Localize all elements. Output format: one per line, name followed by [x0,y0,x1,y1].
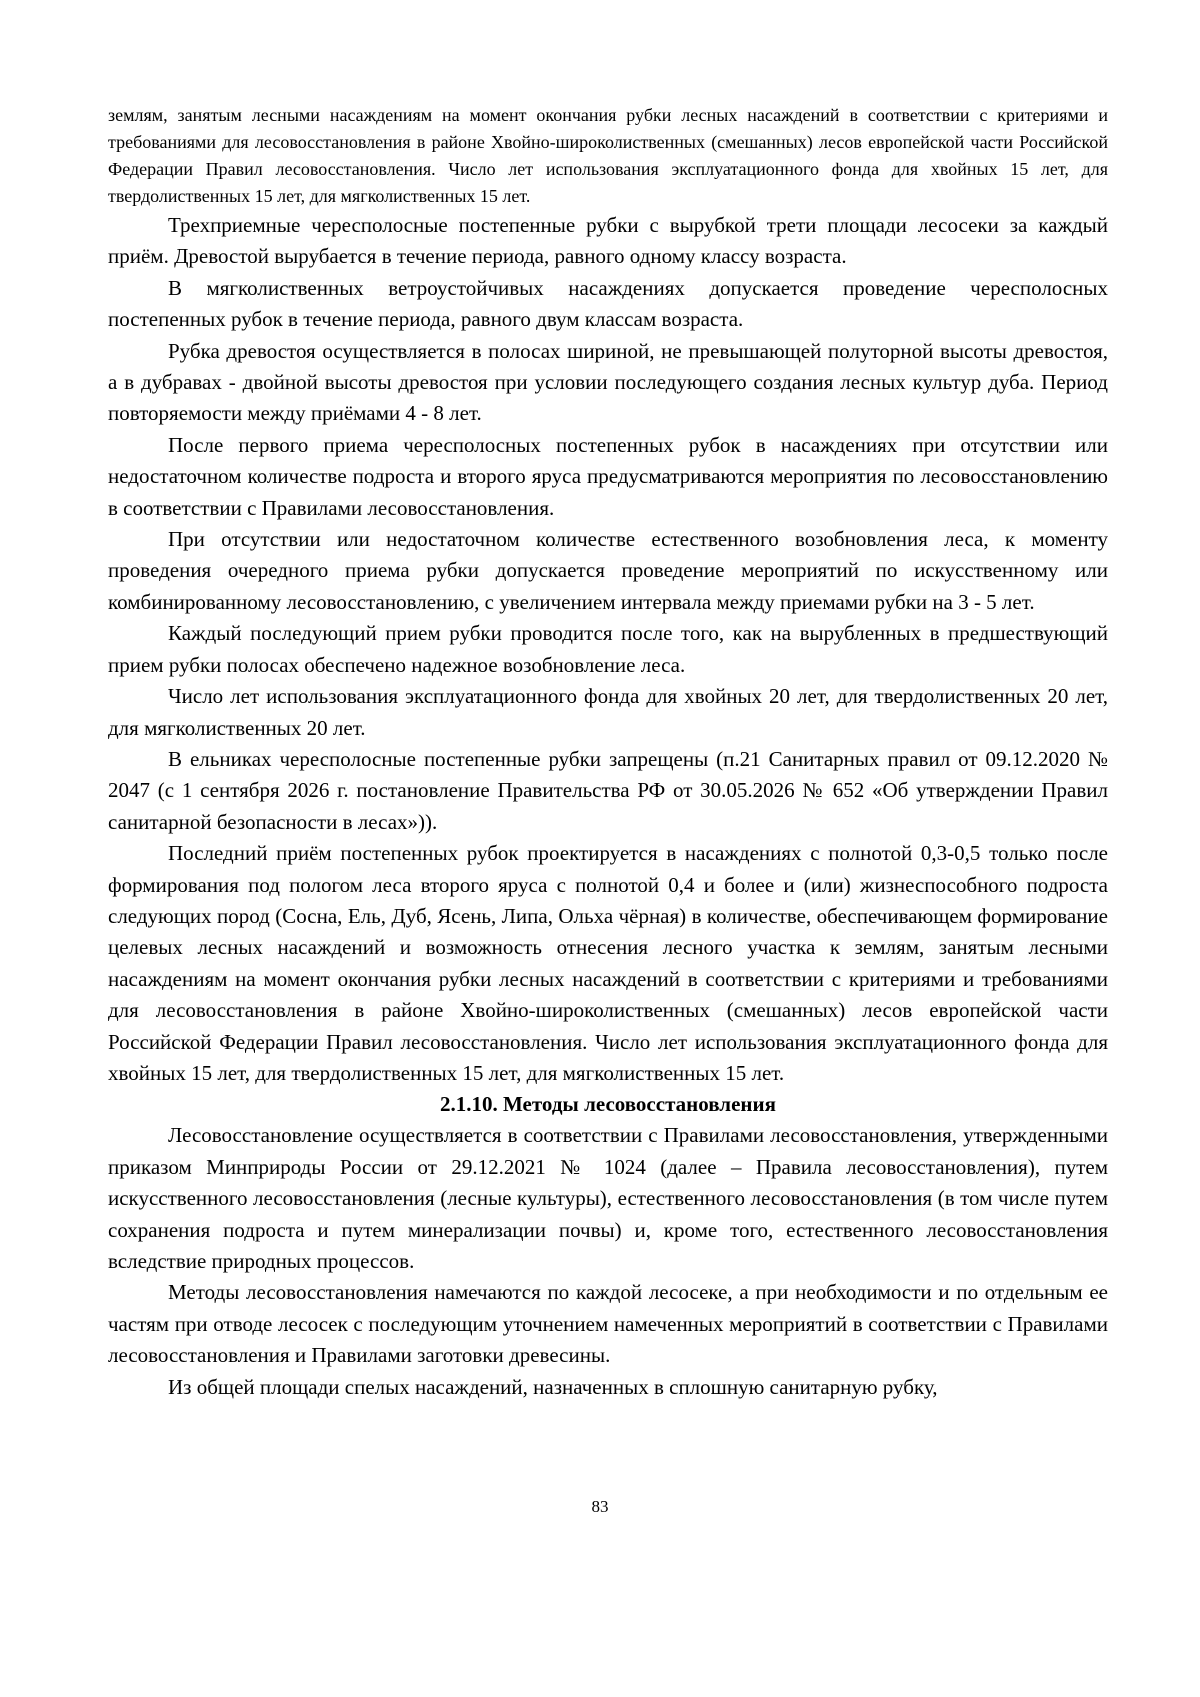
paragraph: Каждый последующий прием рубки проводится после того, как на вырубленных в предшествующий прием рубки полосах обеспечено надежное возобновление леса. [108,621,1108,677]
paragraph: Из общей площади спелых насаждений, назначенных в сплошную санитарную рубку, [168,1374,938,1399]
paragraph-continuation: землям, занятым лесными насаждениям на момент окончания рубки лесных насаждений в соответствии с критериями и требованиями для лесовосстановления в районе Хвойно-широколиственных (смешанных) лесов европейской части Российской Федерации Правил лесовосстановления. Число лет использования эксплуатационного фонда для хвойных 15 лет, для твердолиственных 15 лет, для мягколиственных 15 лет. [108,105,1108,206]
section-heading: 2.1.10. Методы лесовосстановления [440,1092,776,1117]
paragraph: При отсутствии или недостаточном количестве естественного возобновления леса, к моменту проведения очередного приема рубки допускается проведение мероприятий по искусственному или комбинированному лесовосстановлению, с увеличением интервала между приемами рубки на 3 - 5 лет. [108,527,1108,614]
paragraph: Число лет использования эксплуатационного фонда для хвойных 20 лет, для твердолиственных 20 лет, для мягколиственных 20 лет. [108,684,1108,740]
paragraph: В мягколиственных ветроустойчивых насаждениях допускается проведение чересполосных постепенных рубок в течение периода, равного двум классам возраста. [108,275,1108,332]
paragraph: Методы лесовосстановления намечаются по каждой лесосеке, а при необходимости и по отдельным ее частям при отводе лесосек с последующим уточнением намеченных мероприятий в соответствии с Правилами лесовосстановления и Правилами заготовки древесины. [108,1280,1108,1368]
paragraph: Рубка древостоя осуществляется в полосах шириной, не превышающей полуторной высоты древостоя, а в дубравах - двойной высоты древостоя при условии последующего создания лесных культур дуба. Период повторяемости между приёмами 4 - 8 лет. [108,338,1108,426]
document-page [108,102,1108,1403]
paragraph: Трехприемные чересполосные постепенные рубки с вырубкой трети площади лесосеки за каждый приём. Древостой вырубается в течение периода, равного одному классу возраста. [108,213,1108,269]
paragraph: Последний приём постепенных рубок проектируется в насаждениях с полнотой 0,3-0,5 только после формирования под пологом леса второго яруса с полнотой 0,4 и более и (или) жизнеспособного подроста следующих пород (Сосна, Ель, Дуб, Ясень, Липа, Ольха чёрная) в количестве, обеспечивающем формирование целевых лесных насаждений и возможность отнесения лесного участка к землям, занятым лесными насаждениям на момент окончания рубки лесных насаждений в соответствии с критериями и требованиями для лесовосстановления в районе Хвойно-широколиственных (смешанных) лесов европейской части Российской Федерации Правил лесовосстановления. Число лет использования эксплуатационного фонда для хвойных 15 лет, для твердолиственных 15 лет, для мягколиственных 15 лет. [108,841,1108,1085]
page-number: 83 [591,1497,609,1516]
paragraph: Лесовосстановление осуществляется в соответствии с Правилами лесовосстановления, утвержденными приказом Минприроды России от 29.12.2021 № 1024 (далее – Правила лесовосстановления), путем искусственного лесовосстановления (лесные культуры), естественного лесовосстановления (в том числе путем сохранения подроста и путем минерализации почвы) и, кроме того, естественного лесовосстановления вследствие природных процессов. [108,1123,1108,1273]
paragraph: В ельниках чересполосные постепенные рубки запрещены (п.21 Санитарных правил от 09.12.2020 № 2047 (с 1 сентября 2026 г. постановление Правительства РФ от 30.05.2026 № 652 «Об утверждении Правил санитарной безопасности в лесах»)). [108,746,1108,834]
paragraph: После первого приема чересполосных постепенных рубок в насаждениях при отсутствии или недостаточном количестве подроста и второго яруса предусматриваются мероприятия по лесовосстановлению в соответствии с Правилами лесовосстановления. [108,432,1108,520]
